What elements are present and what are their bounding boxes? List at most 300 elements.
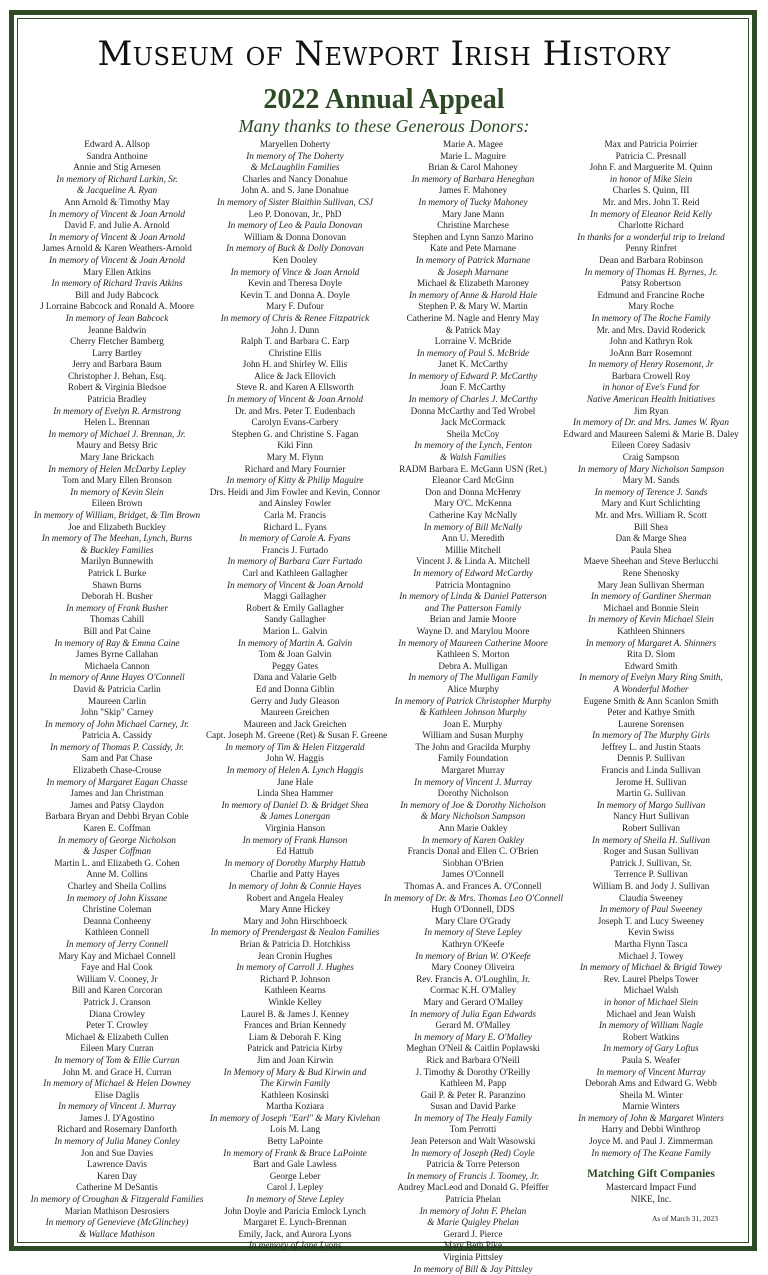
donor-name: Virginia Hanson: [264, 823, 326, 834]
donor-memorial-note: The Kirwin Family: [260, 1078, 330, 1089]
donor-name: Patricia Montagnino: [435, 579, 511, 590]
donor-name: Mary Jean Sullivan Sherman: [597, 579, 705, 590]
donor-name: Penny Rinfret: [625, 243, 677, 254]
donor-memorial-note: In memory of George Nicholson: [57, 834, 177, 845]
donor-name: Sheila M. Winter: [619, 1089, 683, 1100]
donor-name: Patrick L Burke: [87, 567, 147, 578]
donor-name: Dorothy Nicholson: [437, 788, 509, 799]
donor-name: Eileen Brown: [91, 498, 143, 509]
donor-name: Charley and Sheila Collins: [67, 881, 167, 891]
donor-memorial-note: In memory of Dr. and Mrs. James W. Ryan: [573, 417, 729, 428]
donor-name: Peter T. Crowley: [85, 1020, 149, 1031]
donor-memorial-note: In memory of Jane Lyons: [248, 1240, 342, 1251]
donor-name: Lawrence Davis: [87, 1159, 147, 1170]
donor-name: JoAnn Barr Rosemont: [609, 347, 693, 358]
donor-name: John "Skip" Carney: [80, 707, 154, 718]
donor-memorial-note: In memory of Jerry Connell: [65, 938, 169, 949]
donor-name: Ann Arnold & Timothy May: [64, 196, 170, 207]
donor-memorial-note: In memory of Linda & Daniel Patterson: [399, 591, 547, 602]
donor-name: Patricia A. Cassidy: [81, 730, 153, 741]
donor-memorial-note: In memory of Tucky Mahoney: [418, 196, 528, 207]
as-of-date: As of March 31, 2023: [651, 1214, 718, 1224]
donor-memorial-note: In memory of Daniel D. & Bridget Shea: [221, 799, 369, 810]
donor-memorial-note: In memory of Vincent J. Murray: [414, 776, 532, 787]
donor-name: Ken Dooley: [272, 254, 318, 265]
donor-column-3: [384, 139, 564, 1274]
donor-memorial-note: In memory of Vincent & Joan Arnold: [49, 254, 185, 265]
donor-name: Edward and Maureen Salemi & Marie B. Daley: [563, 428, 739, 439]
donor-memorial-note: & Kathleen Johnson Murphy: [419, 707, 527, 718]
donor-name: William and Susan Murphy: [422, 730, 524, 741]
donor-name: John H. and Shirley W. Ellis: [242, 359, 348, 370]
donor-memorial-note: In memory of Edward P. McCarthy: [408, 370, 538, 381]
donor-name: Patrick J. Cranson: [83, 996, 151, 1007]
donor-memorial-note: In memory of Julia Maney Conley: [54, 1136, 180, 1147]
donor-name: Gerry and Judy Gleason: [250, 695, 340, 706]
donor-name: Deborah Ams and Edward G. Webb: [585, 1078, 717, 1089]
donor-name: Vincent J. & Linda A. Mitchell: [415, 556, 531, 567]
donor-name: Marnie Winters: [622, 1101, 680, 1112]
donor-name: Martha Koziara: [266, 1101, 324, 1112]
donor-name: David & Patricia Carlin: [73, 683, 161, 694]
donor-name: Michael and Jean Walsh: [606, 1008, 696, 1019]
donor-name: Don and Donna McHenry: [425, 486, 521, 497]
donor-name: John and Kathryn Rok: [609, 336, 693, 347]
donor-name: Christine Ellis: [268, 347, 322, 358]
donor-name: Patsy Robertson: [621, 278, 681, 289]
donor-name: Larry Bartley: [92, 347, 142, 358]
donor-name: Dennis P. Sullivan: [617, 753, 685, 764]
donor-name: Joe and Elizabeth Buckley: [68, 521, 166, 532]
donor-memorial-note: In memory of Edward McCarthy: [413, 567, 533, 578]
donor-name: Michael Walsh: [623, 985, 679, 996]
donor-memorial-note: In memory of Kitty & Philip Maguire: [226, 475, 364, 486]
donor-memorial-note: In memory of Eleanor Reid Kelly: [590, 208, 712, 219]
donor-name: Mary Clare O'Grady: [435, 915, 511, 926]
donor-name: Jean Peterson and Walt Wasowski: [410, 1136, 536, 1147]
donor-name: Helen L. Brennan: [84, 417, 150, 428]
donor-name: Millie Mitchell: [445, 544, 501, 555]
donor-memorial-note: In memory of Sister Blaithin Sullivan, CSJ: [217, 196, 373, 207]
donor-name: Catherine M DeSantis: [76, 1182, 158, 1193]
donor-memorial-note: In memory of Croughan & Fitzgerald Families: [30, 1194, 204, 1205]
donor-name: Joan F. McCarthy: [440, 382, 506, 393]
museum-title: Museum of Newport Irish History: [97, 34, 671, 74]
donor-memorial-note: In memory of Anne Hayes O'Connell: [49, 672, 185, 683]
donor-name: Peggy Gates: [271, 660, 319, 671]
donor-name: Bill and Karen Corcoran: [71, 985, 163, 996]
donor-memorial-note: In memory of Joseph (Red) Coyle: [411, 1147, 535, 1158]
donor-memorial-note: In memory of The Doherty: [246, 150, 344, 161]
donor-memorial-note: In memory of Margo Sullivan: [596, 799, 706, 810]
donor-name: Meghan O'Neil & Caitlin Poplawski: [406, 1043, 540, 1054]
donor-memorial-note: and The Patterson Family: [424, 602, 522, 613]
donor-memorial-note: In memory of Genevieve (McGlinchey): [45, 1217, 189, 1228]
donor-name: Brian & Patricia D. Hotchkiss: [239, 938, 351, 949]
donor-name: Shawn Burns: [92, 579, 142, 590]
donor-name: Robert & Virginia Bledsoe: [67, 382, 167, 393]
donor-name: Lorraine V. McBride: [434, 336, 512, 347]
donor-memorial-note: In memory of Steve Lepley: [424, 927, 522, 938]
donor-memorial-note: & James Lonergan: [259, 811, 331, 822]
donor-name: Paula S. Weafer: [621, 1054, 681, 1065]
donor-name: Richard and Mary Fournier: [244, 463, 346, 474]
donor-name: Kathleen M. Papp: [439, 1078, 507, 1089]
donor-memorial-note: & Buckley Families: [80, 544, 154, 555]
donor-name: Mary O'C. McKenna: [434, 498, 512, 509]
donor-memorial-note: Native American Health Initiatives: [586, 394, 716, 405]
donor-name: Jerome H. Sullivan: [615, 776, 687, 787]
donor-memorial-note: In memory of Dr. & Mrs. Thomas Leo O'Connell: [384, 892, 564, 903]
donor-name: Robert and Angela Healey: [246, 892, 344, 903]
donor-name: Joyce M. and Paul J. Zimmerman: [589, 1136, 713, 1147]
donor-name: Tom & Joan Galvin: [258, 649, 332, 660]
donor-name: Stephen and Lynn Sanzo Marino: [412, 231, 534, 242]
donor-name: Sandy Gallagher: [264, 614, 326, 625]
donor-memorial-note: In memory of William, Bridget, & Tim Brown: [33, 510, 201, 520]
donor-name: Barbara Crowell Roy: [611, 370, 691, 381]
donor-name: Alice Murphy: [447, 683, 499, 694]
donor-name: Virginia Pittsley: [443, 1252, 503, 1262]
donor-name: Mr. and Mrs. William R. Scott: [595, 510, 707, 520]
donor-name: Rick and Barbara O'Neill: [426, 1054, 520, 1065]
donor-name: Kathleen Shinners: [617, 625, 685, 636]
donor-name: Michael & Elizabeth Cullen: [65, 1031, 169, 1042]
donor-name: Sandra Anthoine: [86, 150, 148, 161]
donor-name: Audrey MacLeod and Donald G. Pfeiffer: [397, 1182, 549, 1193]
donor-memorial-note: In memory of Frank Busher: [65, 602, 169, 613]
donor-name: Thomas A. and Frances A. O'Connell: [404, 881, 542, 891]
donor-memorial-note: In memory of Michael J. Brennan, Jr.: [48, 428, 186, 439]
donor-name: Brian & Carol Mahoney: [428, 162, 518, 173]
donor-name: Richard L. Fyans: [263, 521, 327, 532]
donor-name: and Ainsley Fowler: [259, 498, 331, 509]
donor-name: Robert Sullivan: [622, 823, 680, 834]
donor-column-2: [206, 139, 388, 1251]
donor-memorial-note: In memory of Frank & Bruce LaPointe: [223, 1147, 367, 1158]
donor-name: Winkle Kelley: [268, 996, 322, 1007]
donor-name: Maggi Gallagher: [263, 591, 327, 602]
donor-memorial-note: In memory of Martin A. Galvin: [237, 637, 353, 648]
donor-name: Catherine M. Nagle and Henry May: [406, 312, 540, 323]
donor-name: Margaret Murray: [441, 765, 505, 776]
donor-name: Joan E. Murphy: [443, 718, 503, 729]
donor-name: Rev. Laurel Phelps Tower: [603, 973, 699, 984]
donor-name: Alice & Jack Ellovich: [254, 370, 336, 381]
donor-column-1: [28, 139, 206, 1239]
donor-name: Robert Watkins: [622, 1031, 680, 1042]
donor-name: Brian and Jamie Moore: [429, 614, 517, 625]
donor-name: John A. and S. Jane Donahue: [241, 185, 349, 196]
donor-name: Linda Shea Hammer: [256, 788, 334, 799]
donor-memorial-note: In memory of Gardiner Sherman: [590, 591, 712, 602]
donor-memorial-note: In memory of John & Connie Hayes: [228, 881, 362, 891]
donor-name: Craig Sampson: [622, 452, 680, 463]
donor-memorial-note: In memory of Vincent Murray: [596, 1066, 706, 1077]
donor-name: Edward Smith: [624, 660, 678, 671]
donor-name: Carl and Kathleen Gallagher: [242, 567, 348, 578]
donor-name: Mary and Gerard O'Malley: [423, 996, 523, 1007]
donor-name: Nancy Hurt Sullivan: [612, 811, 690, 822]
donor-name: Christine Coleman: [82, 904, 152, 915]
donor-memorial-note: In memory of Helen A. Lynch Haggis: [226, 765, 364, 776]
donor-name: Marilyn Bunnewith: [80, 556, 154, 567]
donor-memorial-note: In memory of Richard Larkin, Sr.: [56, 173, 178, 184]
donor-name: Thomas Cahill: [89, 614, 145, 625]
donor-name: Barbara Bryan and Debbi Bryan Coble: [45, 811, 189, 822]
donor-name: Christopher J. Behan, Esq.: [68, 370, 166, 381]
donor-name: Francis and Linda Sullivan: [601, 765, 701, 776]
donor-name: Maureen Carlin: [88, 695, 146, 706]
donor-name: Anne M. Collins: [86, 869, 148, 880]
donor-name: Ann Marie Oakley: [438, 823, 508, 834]
donor-name: J. Timothy & Dorothy O'Reilly: [415, 1066, 531, 1077]
donor-memorial-note: In memory of Tim & Helen Fitzgerald: [225, 741, 365, 752]
donor-name: Kevin T. and Donna A. Doyle: [240, 289, 350, 300]
donor-memorial-note: In memory of The Mulligan Family: [408, 672, 538, 683]
donor-name: Kiki Finn: [277, 440, 313, 451]
matching-gift-heading: Matching Gift Companies: [587, 1168, 715, 1181]
header: [0, 26, 768, 137]
donor-name: Marion L. Galvin: [262, 625, 328, 636]
donor-name: Eileen Mary Curran: [80, 1043, 154, 1054]
donor-name: Mary M. Flynn: [266, 452, 324, 463]
donor-name: Jim and Joan Kirwin: [256, 1054, 334, 1065]
donor-memorial-note: In memory of Chris & Renee Fitzpatrick: [220, 312, 370, 323]
donor-memorial-note: In memory of Vincent & Joan Arnold: [49, 208, 185, 219]
donor-name: J Lorraine Babcock and Ronald A. Moore: [40, 301, 194, 312]
donor-memorial-note: In memory of Bill McNally: [423, 521, 523, 532]
donor-name: Eileen Corey Sadasiv: [611, 440, 691, 451]
donor-name: John W. Haggis: [266, 753, 324, 764]
donor-name: Bill and Judy Babcock: [75, 289, 159, 300]
donor-name: Wayne D. and Marylou Moore: [416, 625, 530, 636]
matching-company: NIKE, Inc.: [630, 1193, 672, 1204]
donor-name: Jerry and Barbara Baum: [72, 359, 162, 370]
donor-name: Francis J. Furtado: [261, 544, 329, 555]
donor-name: & Patrick May: [445, 324, 501, 335]
donor-name: Gerard J. Pierce: [443, 1228, 503, 1239]
donor-memorial-note: In memory of John F. Phelan: [419, 1205, 527, 1216]
donor-name: Max and Patricia Poirrier: [604, 139, 698, 149]
donor-name: Rev. Francis A. O'Loughlin, Jr.: [416, 973, 530, 984]
donor-name: Mary Beth Pike: [443, 1240, 503, 1251]
donor-name: Deborah H. Busher: [81, 591, 153, 602]
donor-name: Tom Perrotti: [449, 1124, 497, 1135]
donor-name: Gerard M. O'Malley: [435, 1020, 511, 1031]
donor-name: John Doyle and Paricia Emlock Lynch: [224, 1205, 366, 1216]
donor-name: William & Donna Donovan: [244, 231, 346, 242]
donor-memorial-note: In memory of Barbara Carr Furtado: [227, 556, 363, 567]
donor-name: Francis Donal and Ellen C. O'Brien: [407, 846, 539, 857]
donor-name: Sheila McCoy: [446, 428, 500, 439]
donor-name: Charlie and Patty Hayes: [250, 869, 340, 880]
donor-name: Stephen G. and Christine S. Fagan: [231, 428, 359, 439]
donor-name: Mary and Kurt Schlichting: [601, 498, 701, 509]
donor-memorial-note: In thanks for a wonderful trip to Ireland: [577, 231, 725, 242]
donor-columns: [28, 139, 740, 1274]
donor-name: Kathleen Connell: [84, 927, 150, 938]
donor-name: Harry and Debbi Winthrop: [601, 1124, 701, 1135]
donor-name: Paula Shea: [630, 544, 672, 555]
donor-memorial-note: In memory of Leo & Paula Donovan: [227, 220, 363, 231]
donor-name: Mary Ellen Atkins: [83, 266, 151, 277]
donor-name: Peter and Kathye Smith: [607, 707, 695, 718]
donor-name: Siobhan O'Brien: [442, 857, 504, 868]
donor-memorial-note: In memory of Thomas H. Byrnes, Jr.: [584, 266, 718, 277]
donor-column-4: [562, 139, 740, 1239]
donor-name: Bill and Pat Caine: [83, 625, 151, 636]
donor-name: Elizabeth Chase-Crouse: [72, 765, 162, 776]
donor-name: Elise Daglis: [94, 1089, 140, 1100]
donor-memorial-note: In memory of Ray & Emma Caine: [54, 637, 180, 648]
donor-name: Mary Jane Brickach: [80, 452, 154, 463]
donor-memorial-note: In memory of Sheila H. Sullivan: [592, 834, 710, 845]
donor-name: William B. and Jody J. Sullivan: [592, 881, 710, 891]
donor-name: Mary and John Hirschboeck: [243, 915, 347, 926]
donor-name: Terrence P. Sullivan: [614, 869, 688, 880]
donor-name: James Arnold & Karen Weathers-Arnold: [42, 243, 192, 254]
donor-name: Kathleen Kearns: [264, 985, 326, 996]
donor-name: Mary M. Sands: [622, 475, 680, 486]
donor-name: Patricia Bradley: [87, 394, 147, 405]
donor-name: Capt. Joseph M. Greene (Ret) & Susan F. Greene: [206, 730, 388, 741]
donor-name: Edmund and Francine Roche: [597, 289, 705, 300]
donor-name: Susan and David Parke: [430, 1101, 516, 1112]
donor-memorial-note: In memory of William Nagle: [598, 1020, 704, 1031]
donor-name: Marie A. Magee: [443, 139, 503, 149]
donor-name: Jeffrey L. and Justin Staats: [601, 741, 701, 752]
donor-name: Faye and Hal Cook: [81, 962, 153, 973]
donor-name: David F. and Julie A. Arnold: [64, 220, 170, 231]
donor-name: Michael & Elizabeth Maroney: [417, 278, 529, 289]
donor-memorial-note: In memory of Joseph "Earl" & Mary Kivlehan: [209, 1112, 381, 1123]
donor-name: Drs. Heidi and Jim Fowler and Kevin, Connor: [209, 486, 381, 497]
donor-name: Carol J. Lepley: [266, 1182, 324, 1193]
donor-name: James Byrne Callahan: [75, 649, 159, 660]
donor-memorial-note: In memory of Margaret Eagan Chasse: [46, 776, 188, 787]
donor-name: Charles S. Quinn, III: [612, 185, 690, 196]
donor-memorial-note: In memory of Anne & Harold Hale: [408, 289, 538, 300]
donor-name: Maureen Greichen: [260, 707, 330, 718]
donor-name: Janet K. McCarthy: [438, 359, 508, 370]
donor-memorial-note: In memory of Henry Rosemont, Jr: [588, 359, 714, 370]
donor-name: Michael J. Towey: [618, 950, 684, 961]
donor-memorial-note: In memory of Charles J. McCarthy: [408, 394, 538, 405]
donor-name: Hugh O'Donnell, DDS: [431, 904, 515, 915]
donor-name: Family Foundation: [437, 753, 509, 764]
donor-memorial-note: & Jacqueline A. Ryan: [76, 185, 158, 196]
donor-name: Maureen and Jack Greichen: [243, 718, 347, 729]
donor-memorial-note: In memory of Julia Egan Edwards: [410, 1008, 536, 1019]
donor-name: Jon and Sue Davies: [80, 1147, 154, 1158]
donor-name: Ralph T. and Barbara C. Earp: [240, 336, 350, 347]
donor-name: Deanna Conheeny: [83, 915, 151, 926]
donor-name: Eleanor Card McGinn: [432, 475, 514, 486]
donor-name: William V. Cooney, Jr: [76, 973, 158, 984]
donor-name: Martin L. and Elizabeth G. Cohen: [54, 857, 180, 868]
donor-memorial-note: In memory of Bill & Jay Pittsley: [413, 1263, 533, 1274]
donor-name: Catherine Kay McNally: [428, 510, 518, 520]
donor-memorial-note: & Jasper Coffman: [83, 846, 151, 857]
donor-name: James and Patsy Claydon: [70, 799, 164, 810]
donor-name: Dean and Barbara Robinson: [599, 254, 703, 265]
donor-name: Laurene Sorensen: [617, 718, 685, 729]
donor-name: Donna McCarthy and Ted Wrobel: [410, 405, 536, 416]
donor-memorial-note: A Wonderful Mother: [613, 683, 689, 694]
donor-name: James and Jan Christman: [70, 788, 164, 799]
donor-name: Mr. and Mrs. John T. Reid: [602, 196, 700, 207]
donor-name: Kate and Pete Marnane: [430, 243, 516, 254]
donor-name: Patricia & Torre Peterson: [426, 1159, 520, 1170]
donor-name: Mary Kay and Michael Connell: [58, 950, 176, 961]
donor-memorial-note: In memory of Buck & Dolly Donovan: [226, 243, 364, 254]
donor-name: Betty LaPointe: [267, 1136, 323, 1147]
donor-memorial-note: In memory of Steve Lepley: [246, 1194, 344, 1205]
donor-name: George Leber: [269, 1170, 321, 1181]
donor-name: John M. and Grace H. Curran: [62, 1066, 172, 1077]
donor-memorial-note: In memory of Carroll J. Hughes: [236, 962, 354, 973]
donor-name: Maeve Sheehan and Steve Berlucchi: [583, 556, 719, 567]
donor-name: Gail P. & Peter R. Paranzino: [420, 1089, 526, 1100]
donor-name: Martin G. Sullivan: [616, 788, 686, 799]
donor-memorial-note: in honor of Michael Slein: [604, 996, 698, 1007]
donor-memorial-note: In memory of Helen McDarby Lepley: [48, 463, 186, 474]
donor-name: Rene Shenosky: [622, 567, 680, 578]
donor-name: Margaret E. Lynch-Brennan: [243, 1217, 347, 1228]
donor-memorial-note: In memory of Richard Travis Atkins: [51, 278, 183, 289]
donor-list: [562, 139, 740, 1159]
donor-name: Kevin and Theresa Doyle: [248, 278, 342, 289]
donor-name: James F. Mahoney: [438, 185, 508, 196]
donor-name: James O'Connell: [441, 869, 505, 880]
donor-name: Mary F. Dufour: [266, 301, 324, 312]
donor-name: Roger and Susan Sullivan: [603, 846, 699, 857]
donor-memorial-note: In memory of Paul Sweeney: [599, 904, 703, 915]
donor-name: Patrick and Patricia Kirby: [247, 1043, 343, 1054]
donor-memorial-note: & Mary Nicholson Sampson: [420, 811, 526, 822]
donor-memorial-note: In memory of Francis J. Toomey, Jr.: [406, 1170, 540, 1181]
donor-name: John J. Dunn: [270, 324, 320, 335]
donor-memorial-note: In memory of Vince & Joan Arnold: [230, 266, 360, 277]
donor-name: Jean Cronin Hughes: [257, 950, 333, 961]
donor-name: Carla M. Francis: [263, 510, 326, 520]
donor-name: Patricia Phelan: [445, 1194, 501, 1205]
donor-name: Maury and Betsy Bric: [76, 440, 158, 451]
donor-memorial-note: In memory of Vincent J. Murray: [58, 1101, 176, 1112]
donor-memorial-note: In memory of the Lynch, Fenton: [414, 440, 532, 451]
donor-name: Dana and Valarie Gelb: [253, 672, 337, 683]
donor-name: Joseph T. and Lucy Sweeney: [597, 915, 705, 926]
donor-name: Mary Roche: [628, 301, 674, 312]
donor-name: Bill Shea: [634, 521, 668, 532]
donor-memorial-note: In memory of The Meehan, Lynch, Burns: [41, 533, 193, 544]
donor-memorial-note: In memory of Frank Hanson: [242, 834, 348, 845]
donor-name: RADM Barbara E. McGann USN (Ret.): [399, 463, 547, 474]
donor-memorial-note: In memory of Maureen Catherine Moore: [398, 637, 548, 648]
donor-name: Christine Marchese: [437, 220, 509, 231]
donor-memorial-note: In memory of Dorothy Murphy Hattub: [224, 857, 366, 868]
donor-name: Steve R. and Karen A Ellsworth: [236, 382, 354, 393]
donor-memorial-note: In memory of John Michael Carney, Jr.: [45, 718, 189, 729]
donor-memorial-note: In memory of John Kissane: [66, 892, 168, 903]
donor-memorial-note: In memory of Brian W. O'Keefe: [415, 950, 531, 961]
donor-name: Richard P. Johnson: [259, 973, 331, 984]
donor-name: Richard and Rosemary Danforth: [57, 1124, 177, 1135]
donor-memorial-note: In memory of Gary Loftus: [603, 1043, 699, 1054]
donor-name: Marian Mathison Desrosiers: [64, 1205, 170, 1216]
donor-memorial-note: In memory of Patrick Marnane: [415, 254, 531, 265]
